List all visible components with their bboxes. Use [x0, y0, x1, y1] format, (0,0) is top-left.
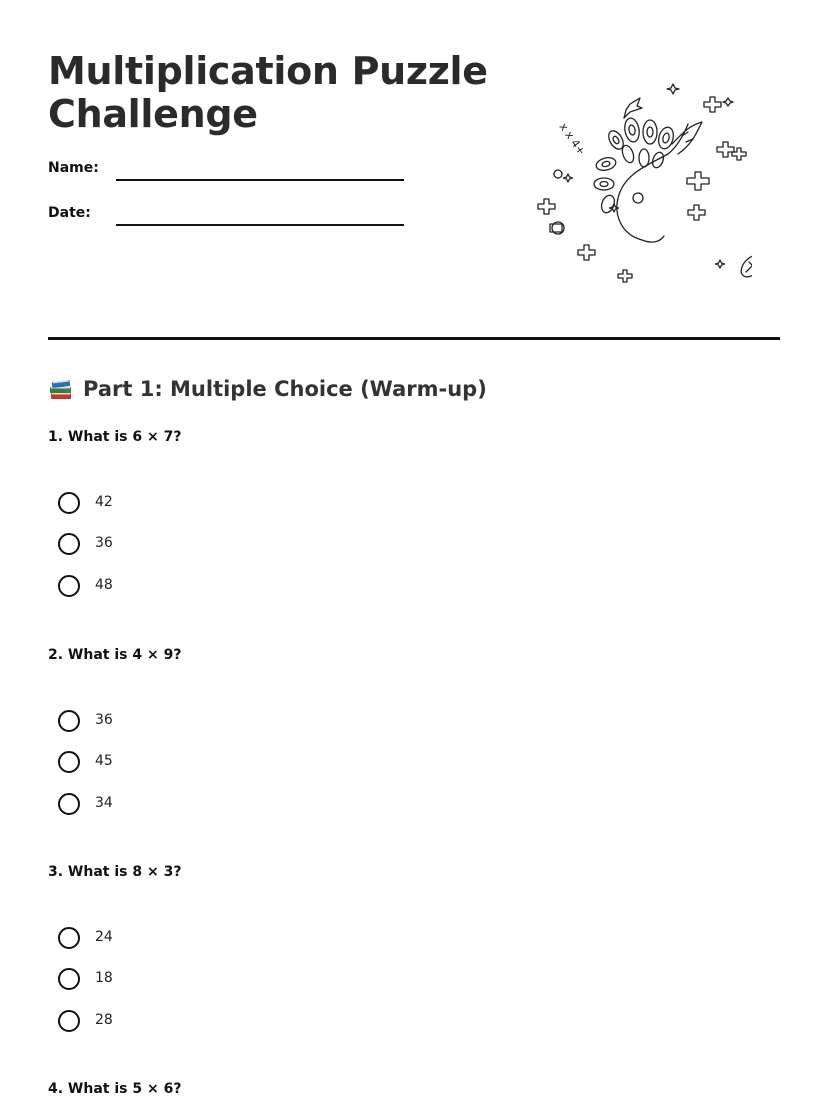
question-text: 1. What is 6 × 7? [48, 429, 182, 445]
radio-button[interactable] [58, 927, 80, 949]
radio-button[interactable] [58, 793, 80, 815]
radio-button[interactable] [58, 492, 80, 514]
option-3b[interactable] [58, 968, 258, 992]
question-text: 3. What is 8 × 3? [48, 864, 182, 880]
option-1b[interactable] [58, 533, 258, 557]
worksheet-title [48, 50, 488, 136]
option-3a[interactable] [58, 927, 258, 951]
books-icon [48, 376, 74, 402]
option-2c[interactable] [58, 793, 258, 817]
question-text: 4. What is 5 × 6? [48, 1081, 182, 1097]
name-label: Name: [48, 160, 99, 176]
radio-button[interactable] [58, 710, 80, 732]
option-label: 48 [95, 577, 113, 593]
section-divider [48, 337, 780, 340]
section-heading [48, 374, 487, 404]
option-label: 42 [95, 494, 113, 510]
radio-button[interactable] [58, 751, 80, 773]
name-field[interactable] [48, 160, 408, 184]
radio-button[interactable] [58, 533, 80, 555]
option-label: 36 [95, 712, 113, 728]
option-1a[interactable] [58, 492, 258, 516]
name-blank-line[interactable] [116, 179, 404, 181]
radio-button[interactable] [58, 575, 80, 597]
date-label: Date: [48, 205, 91, 221]
option-label: 28 [95, 1012, 113, 1028]
title-line-1: Multiplication Puzzle [48, 49, 488, 93]
title-line-2: Challenge [48, 92, 258, 136]
date-blank-line[interactable] [116, 224, 404, 226]
option-label: 34 [95, 795, 113, 811]
option-label: 45 [95, 753, 113, 769]
option-2a[interactable] [58, 710, 258, 734]
radio-button[interactable] [58, 1010, 80, 1032]
radio-button[interactable] [58, 968, 80, 990]
doodle-illustration-icon [532, 74, 752, 288]
option-1c[interactable] [58, 575, 258, 599]
question-text: 2. What is 4 × 9? [48, 647, 182, 663]
option-label: 18 [95, 970, 113, 986]
worksheet-page [48, 0, 780, 1118]
option-label: 24 [95, 929, 113, 945]
option-2b[interactable] [58, 751, 258, 775]
option-label: 36 [95, 535, 113, 551]
section-title: Part 1: Multiple Choice (Warm-up) [83, 377, 487, 401]
badge-text: x x 4+ [556, 120, 589, 158]
date-field[interactable] [48, 205, 408, 229]
option-3c[interactable] [58, 1010, 258, 1034]
